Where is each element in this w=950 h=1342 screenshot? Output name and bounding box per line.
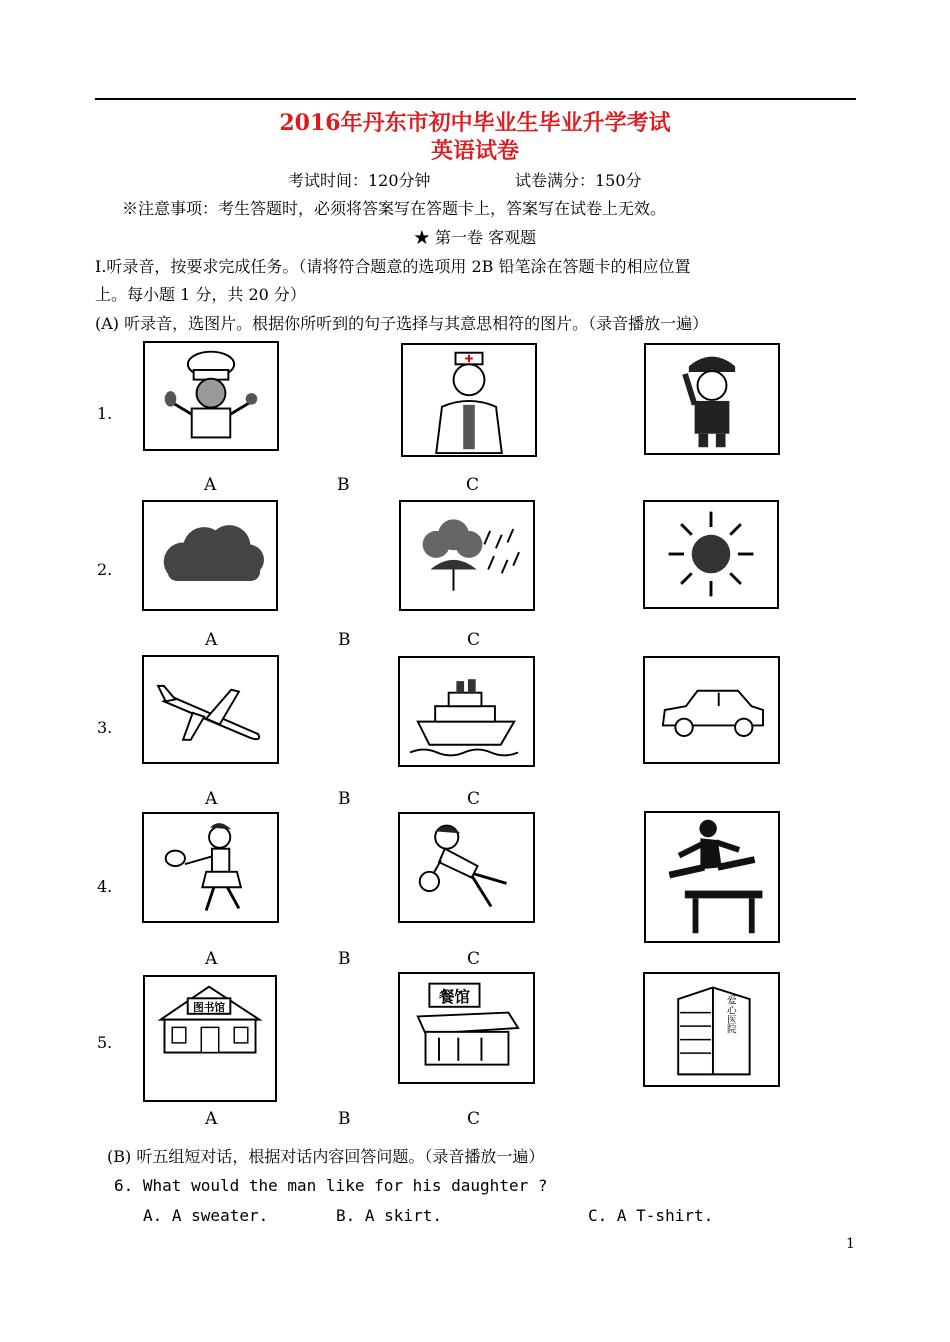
section-instruction-2: 上。每小题 1 分，共 20 分） [95,285,306,304]
option-c-picture[interactable] [644,811,780,943]
section-instruction-1: Ⅰ.听录音，按要求完成任务。（请将符合题意的选项用 2B 铅笔涂在答题卡的相应位置 [95,257,691,276]
exam-subtitle: 英语试卷 [430,138,519,164]
option-b-picture[interactable] [398,812,535,923]
option-b-picture[interactable] [398,972,535,1084]
label-b: B [338,789,351,809]
option-a-picture[interactable] [142,500,278,611]
restaurant-icon [400,974,533,1082]
label-c: C [467,630,481,650]
exam-title: 2016年丹东市初中毕业生毕业升学考试 [279,110,671,136]
volume-heading: ★ 第一卷 客观题 [413,228,537,247]
label-a: A [205,630,218,650]
cloud-icon [144,502,276,609]
option-a-picture[interactable] [142,812,279,923]
badminton-icon [144,814,277,921]
label-a: A [205,789,218,809]
label-b: B [338,1109,351,1129]
top-rule [95,98,856,100]
label-c: C [466,475,480,495]
ship-icon [400,658,533,765]
q6-option-a: A. A sweater. [143,1206,269,1225]
question-number: 1. [97,404,113,423]
option-a-picture[interactable] [143,975,277,1102]
question-number: 4. [97,877,113,896]
police-officer-icon [646,345,778,453]
rain-icon [401,502,533,609]
notice: ※注意事项：考生答题时，必须将答案写在答题卡上，答案写在试卷上无效。 [122,199,667,218]
question-6: 6. What would the man like for his daughter ? [114,1176,548,1195]
exam-time: 考试时间：120分钟 [288,171,431,190]
volleyball-icon [400,814,533,921]
library-sign: 图书馆 [193,1000,225,1014]
q6-option-b: B. A skirt. [336,1206,442,1225]
library-icon [145,977,275,1100]
airplane-icon [144,657,277,762]
sun-icon [645,502,777,607]
question-number: 5. [97,1033,113,1052]
part-a-instruction: (A) 听录音，选图片。根据你所听到的句子选择与其意思相符的图片。（录音播放一遍） [95,314,709,333]
label-b: B [338,949,351,969]
exam-score: 试卷满分：150分 [515,171,642,190]
car-icon [645,658,778,762]
label-b: B [337,475,350,495]
chef-icon [145,343,277,449]
label-a: A [205,1109,218,1129]
option-b-picture[interactable] [401,343,537,457]
hospital-icon [645,974,778,1085]
option-c-picture[interactable] [643,656,780,764]
question-number: 3. [97,718,113,737]
hospital-sign: 爱心医院 [724,995,736,1034]
label-a: A [205,949,218,969]
page-number: 1 [846,1236,855,1252]
option-a-picture[interactable] [142,655,279,764]
question-number: 2. [97,560,113,579]
label-b: B [338,630,351,650]
option-c-picture[interactable] [643,972,780,1087]
nurse-icon [403,345,535,455]
option-b-picture[interactable] [399,500,535,611]
option-a-picture[interactable] [143,341,279,451]
hurdles-icon [646,813,778,941]
label-c: C [467,789,481,809]
option-c-picture[interactable] [643,500,779,609]
label-a: A [204,475,217,495]
option-b-picture[interactable] [398,656,535,767]
restaurant-sign: 餐馆 [439,987,470,1006]
part-b-instruction: (B) 听五组短对话，根据对话内容回答问题。（录音播放一遍） [107,1147,545,1166]
q6-option-c: C. A T-shirt. [588,1206,714,1225]
option-c-picture[interactable] [644,343,780,455]
label-c: C [467,949,481,969]
label-c: C [467,1109,481,1129]
